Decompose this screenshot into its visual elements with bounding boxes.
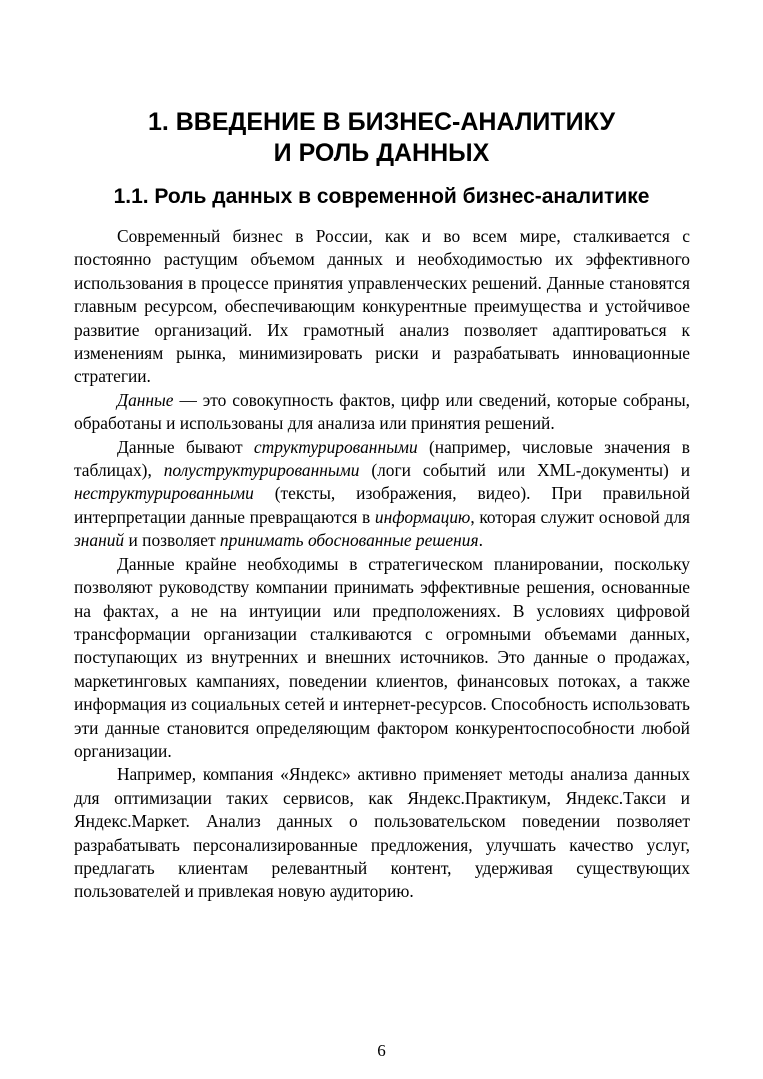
paragraph-3 xyxy=(74,436,690,553)
p3-text-5: , которая служит основой для xyxy=(470,506,690,527)
section-title: 1.1. Роль данных в современной бизнес-аналитике xyxy=(113,185,650,208)
chapter-title xyxy=(0,107,763,169)
p3-text-2: (например, числовые значения в таблицах), xyxy=(74,436,690,481)
paragraph-4: Данные крайне необходимы в стратегическом планировании, поскольку позволяют руководству компании принимать эффективные решения, основанные на фактах, а не на интуиции или предположениях. В условиях цифровой трансформации организации сталкиваются с огромными объемами данных, поступающих из внутренних и внешних источников. Это данные о продажах, маркетинговых кампаниях, поведении клиентов, финансовых потоках, а также информация из социальных сетей и интернет-ресурсов. Способность использовать эти данные становится определяющим фактором конкурентоспособности любой организации. xyxy=(74,553,690,761)
p3-text-1: Данные бывают xyxy=(117,436,254,457)
p3-text-7: . xyxy=(478,530,483,551)
page-number: 6 xyxy=(377,1041,386,1060)
term-data: Данные xyxy=(117,389,174,410)
paragraph-5: Например, компания «Яндекс» активно применяет методы анализа данных для оптимизации таких сервисов, как Яндекс.Практикум, Яндекс.Такси и Яндекс.Маркет. Анализ данных о пользовательском поведении позволяет разрабатывать персонализированные предложения, улучшать качество услуг, предлагать клиентам релевантный контент, удерживая существующих пользователей и привлекая новую аудиторию. xyxy=(74,764,690,902)
body-text xyxy=(74,225,690,904)
chapter-title-line-1: 1. ВВЕДЕНИЕ В БИЗНЕС-АНАЛИТИКУ xyxy=(147,108,616,136)
paragraph-2 xyxy=(74,389,690,436)
p3-text-4: (тексты, изображения, видео). При правильной интерпретации данные превращаются в xyxy=(74,483,690,527)
term-structured: структурированными xyxy=(253,436,418,457)
p3-text-3: (логи событий или XML-документы) и xyxy=(359,460,691,481)
p3-text-6: и позволяет xyxy=(124,530,220,551)
term-unstructured: неструктурированными xyxy=(74,483,254,504)
chapter-title-line-2: И РОЛЬ ДАННЫХ xyxy=(273,139,490,167)
paragraph-1: Современный бизнес в России, как и во всем мире, сталкивается с постоянно растущим объемом данных и необходимостью их эффективного использования в процессе принятия управленческих решений. Данные становятся главным ресурсом, обеспечивающим конкурентные преимущества и устойчивое развитие организаций. Их грамотный анализ позволяет адаптироваться к изменениям рынка, минимизировать риски и разрабатывать инновационные стратегии. xyxy=(74,226,690,387)
term-knowledge: знаний xyxy=(74,530,125,551)
term-decisions: принимать обоснованные решения xyxy=(219,530,479,551)
term-information: информацию xyxy=(374,506,471,527)
paragraph-2-text: — это совокупность фактов, цифр или сведений, которые собраны, обработаны и использованы для анализа или принятия решений. xyxy=(74,389,690,434)
term-semistructured: полуструктурированными xyxy=(163,460,360,481)
